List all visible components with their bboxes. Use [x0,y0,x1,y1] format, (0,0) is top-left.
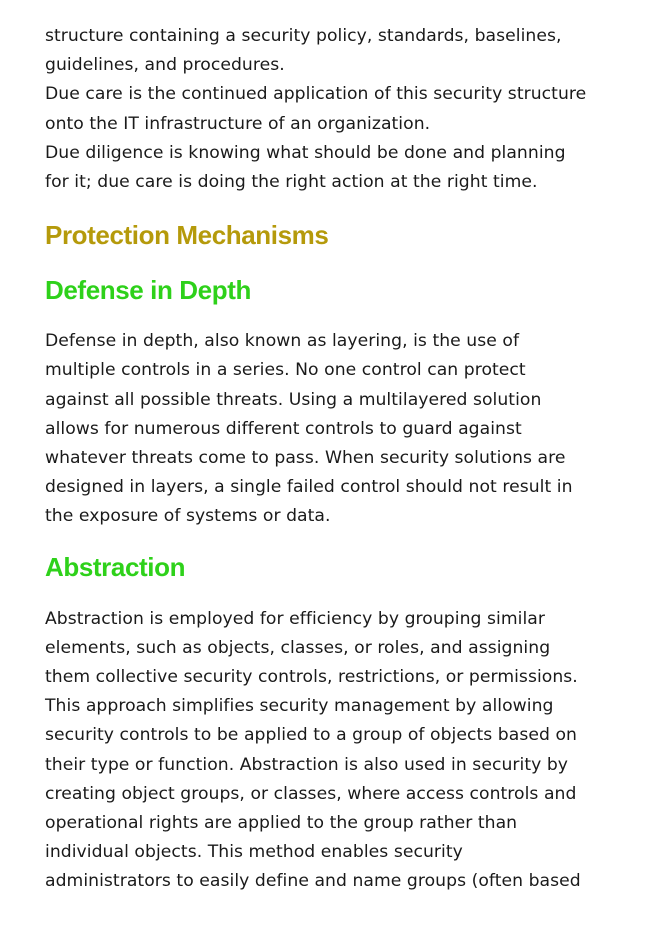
intro-line: guidelines, and procedures. [45,55,285,76]
intro-line: structure containing a security policy, standards, baselines, [45,26,562,46]
abstraction-line: security controls to be applied to a group of objects based on [45,725,577,746]
abstraction-line: their type or function. Abstraction is also used in security by [45,754,569,775]
abstraction-paragraph [45,605,610,897]
defense-line: against all possible threats. Using a multilayered solution [45,389,542,410]
abstraction-line: operational rights are applied to the group rather than [45,813,518,834]
defense-line: designed in layers, a single failed control should not result in [45,477,573,498]
abstraction-line: This approach simplifies security management by allowing [45,696,554,717]
defense-line: allows for numerous different controls to guard against [45,418,522,439]
abstraction-line: creating object groups, or classes, where access controls and [45,783,577,804]
abstraction-line: them collective security controls, restrictions, or permissions. [45,667,578,688]
section-heading-protection-mechanisms: Protection Mechanisms [45,220,329,251]
intro-line: Due care is the continued application of this security structure [45,84,587,105]
intro-paragraph [45,22,610,197]
abstraction-line: Abstraction is employed for efficiency by grouping similar [45,608,545,629]
abstraction-line: administrators to easily define and name groups (often based [45,871,581,892]
defense-line: multiple controls in a series. No one control can protect [45,360,526,381]
subheading-defense-in-depth: Defense in Depth [45,275,251,306]
subheading-abstraction: Abstraction [45,551,186,582]
defense-line: whatever threats come to pass. When security solutions are [45,448,566,469]
defense-line: the exposure of systems or data. [45,506,331,527]
document-page [45,22,610,897]
defense-in-depth-paragraph [45,327,610,531]
intro-line: Due diligence is knowing what should be done and planning [45,142,566,163]
intro-line: onto the IT infrastructure of an organization. [45,113,431,134]
abstraction-line: elements, such as objects, classes, or roles, and assigning [45,637,551,658]
intro-line: for it; due care is doing the right action at the right time. [45,172,538,193]
defense-line: Defense in depth, also known as layering, is the use of [45,331,520,352]
abstraction-line: individual objects. This method enables security [45,842,463,863]
